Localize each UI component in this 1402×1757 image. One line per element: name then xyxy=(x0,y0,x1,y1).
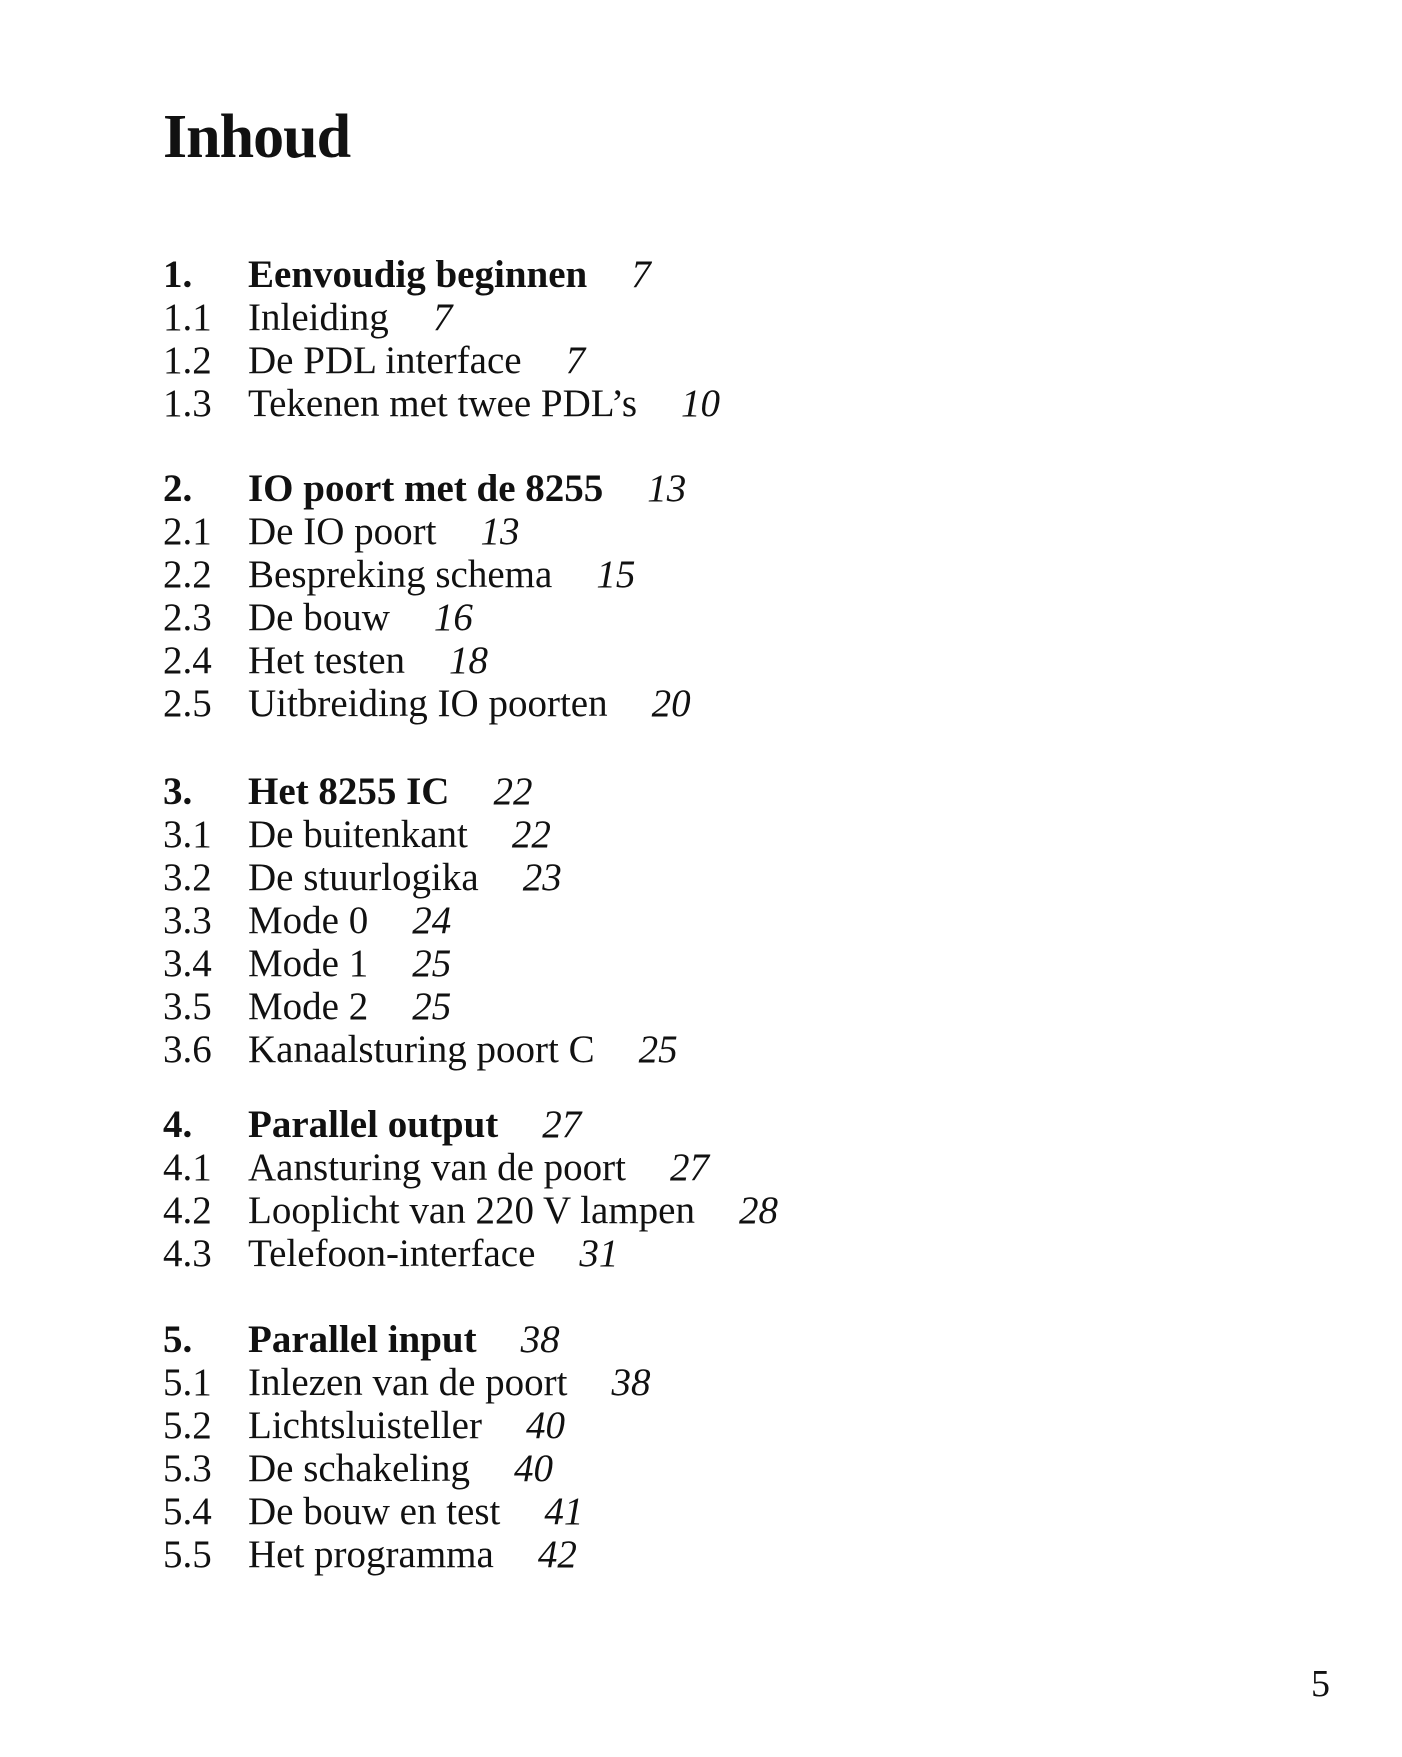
toc-section-title: De schakeling xyxy=(248,1447,471,1490)
toc-section-title: Inleiding xyxy=(248,296,389,339)
toc-section-number: 3.3 xyxy=(163,899,212,942)
toc-section-title: Lichtsluisteller xyxy=(248,1404,482,1447)
toc-section-page: 41 xyxy=(544,1490,584,1533)
toc-section-page: 20 xyxy=(651,682,691,725)
toc-section-number: 2.3 xyxy=(163,596,212,639)
toc-section-page: 18 xyxy=(449,639,489,682)
toc-section-title: Telefoon-interface xyxy=(248,1232,536,1275)
toc-chapter-label xyxy=(248,1318,560,1361)
toc-section-page: 40 xyxy=(525,1404,565,1447)
page-title: Inhoud xyxy=(163,103,351,171)
toc-section-label xyxy=(248,985,451,1028)
toc-section-label xyxy=(248,813,551,856)
toc-section-title: De buitenkant xyxy=(248,813,468,856)
toc-section-title: Aansturing van de poort xyxy=(248,1146,627,1189)
toc-section-number: 4.3 xyxy=(163,1232,212,1275)
toc-section-label xyxy=(248,899,451,942)
toc-section-label xyxy=(248,682,691,725)
toc-section-title: Tekenen met twee PDL’s xyxy=(248,382,637,425)
toc-section-number: 2.4 xyxy=(163,639,212,682)
toc-section-label xyxy=(248,553,635,596)
toc-section-label xyxy=(248,942,451,985)
toc-section-number: 2.5 xyxy=(163,682,212,725)
toc-chapter-number: 3. xyxy=(163,770,193,813)
toc-section-label xyxy=(248,1232,618,1275)
toc-chapter-page: 7 xyxy=(631,253,651,296)
toc-section-number: 4.1 xyxy=(163,1146,212,1189)
toc-section-title: De IO poort xyxy=(248,510,437,553)
toc-section-page: 7 xyxy=(565,339,586,382)
toc-section-label xyxy=(248,596,473,639)
toc-section-number: 5.2 xyxy=(163,1404,212,1447)
toc-section-label xyxy=(248,639,488,682)
toc-section-page: 28 xyxy=(739,1189,778,1232)
toc-section-page: 13 xyxy=(480,510,520,553)
toc-chapter-page: 38 xyxy=(520,1318,560,1361)
toc-section-page: 16 xyxy=(433,596,473,639)
toc-chapter-number: 2. xyxy=(163,467,193,510)
toc-chapter-label xyxy=(248,467,686,510)
toc-chapter-title: Parallel input xyxy=(248,1318,477,1361)
toc-section-label xyxy=(248,382,720,425)
toc-chapter-title: Het 8255 IC xyxy=(248,770,450,813)
toc-chapter-title: Parallel output xyxy=(248,1103,499,1146)
toc-section-label xyxy=(248,1189,778,1232)
page-number: 5 xyxy=(1311,1663,1330,1705)
toc-section-label xyxy=(248,1490,583,1533)
toc-section-number: 4.2 xyxy=(163,1189,212,1232)
toc-chapter-page: 13 xyxy=(647,467,687,510)
toc-section-page: 15 xyxy=(596,553,636,596)
toc-section-page: 25 xyxy=(412,985,452,1028)
toc-section-number: 1.2 xyxy=(163,339,212,382)
toc-section-label xyxy=(248,1447,553,1490)
toc-section-page: 25 xyxy=(412,942,452,985)
toc-section-number: 1.3 xyxy=(163,382,212,425)
toc-section-title: Inlezen van de poort xyxy=(248,1361,568,1404)
toc-section-title: Kanaalsturing poort C xyxy=(248,1028,595,1071)
toc-section-label xyxy=(248,1361,650,1404)
toc-section-page: 40 xyxy=(514,1447,554,1490)
toc-section-title: De bouw en test xyxy=(248,1490,501,1533)
toc-section-number: 3.5 xyxy=(163,985,212,1028)
toc-section-number: 3.1 xyxy=(163,813,212,856)
toc-section-number: 5.3 xyxy=(163,1447,212,1490)
toc-section-number: 3.6 xyxy=(163,1028,212,1071)
toc-section-number: 5.5 xyxy=(163,1533,212,1576)
toc-section-page: 7 xyxy=(432,296,453,339)
toc-chapter-number: 4. xyxy=(163,1103,193,1146)
toc-section-number: 5.1 xyxy=(163,1361,212,1404)
toc-section-label xyxy=(248,510,519,553)
toc-section-number: 1.1 xyxy=(163,296,212,339)
toc-chapter-number: 1. xyxy=(163,253,193,296)
toc-section-page: 23 xyxy=(522,856,562,899)
toc-chapter-label xyxy=(248,253,651,296)
toc-section-label xyxy=(248,339,585,382)
toc-section-number: 2.2 xyxy=(163,553,212,596)
toc-section-title: De bouw xyxy=(248,596,390,639)
toc-section-number: 3.2 xyxy=(163,856,212,899)
toc-section-title: Het testen xyxy=(248,639,406,682)
toc-section-label xyxy=(248,1404,565,1447)
toc-chapter-label xyxy=(248,1103,581,1146)
toc-section-title: Mode 0 xyxy=(248,899,369,942)
toc-section-title: Mode 2 xyxy=(248,985,369,1028)
toc-section-title: Bespreking schema xyxy=(248,553,553,596)
toc-section-title: De stuurlogika xyxy=(248,856,479,899)
toc-section-label xyxy=(248,296,452,339)
toc-section-title: Uitbreiding IO poorten xyxy=(248,682,608,725)
toc-section-number: 5.4 xyxy=(163,1490,212,1533)
toc-section-title: De PDL interface xyxy=(248,339,522,382)
toc-section-page: 31 xyxy=(579,1232,619,1275)
toc-chapter-page: 22 xyxy=(493,770,533,813)
toc-chapter-label xyxy=(248,770,532,813)
toc-section-label xyxy=(248,1533,577,1576)
toc-section-label xyxy=(248,856,562,899)
toc-section-title: Mode 1 xyxy=(248,942,369,985)
toc-section-page: 38 xyxy=(611,1361,651,1404)
toc-section-label xyxy=(248,1028,678,1071)
toc-section-number: 2.1 xyxy=(163,510,212,553)
toc-chapter-number: 5. xyxy=(163,1318,193,1361)
toc-section-number: 3.4 xyxy=(163,942,212,985)
toc-chapter-title: Eenvoudig beginnen xyxy=(248,253,588,296)
toc-section-title: Looplicht van 220 V lampen xyxy=(248,1189,695,1232)
toc-section-page: 22 xyxy=(511,813,551,856)
toc-section-label xyxy=(248,1146,709,1189)
toc-section-page: 27 xyxy=(670,1146,710,1189)
toc-section-page: 24 xyxy=(412,899,452,942)
toc-section-page: 42 xyxy=(537,1533,577,1576)
toc-section-title: Het programma xyxy=(248,1533,494,1576)
toc-chapter-title: IO poort met de 8255 xyxy=(248,467,604,510)
toc-chapter-page: 27 xyxy=(542,1103,582,1146)
toc-section-page: 25 xyxy=(638,1028,678,1071)
toc-section-page: 10 xyxy=(681,382,720,425)
